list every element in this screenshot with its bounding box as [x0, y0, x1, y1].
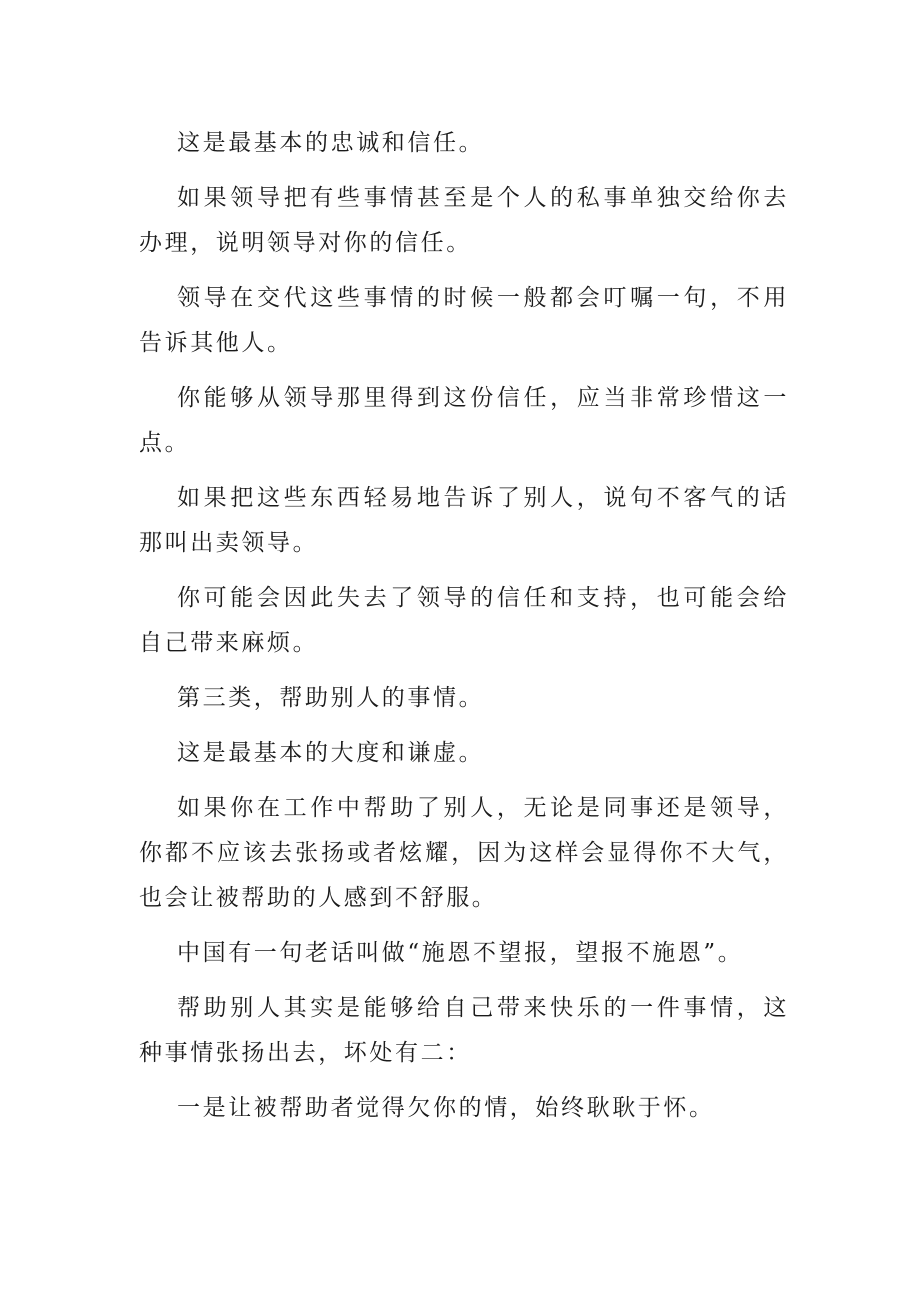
paragraph-12: 一是让被帮助者觉得欠你的情，始终耿耿于怀。	[177, 1095, 715, 1121]
paragraph-10: 中国有一句老话叫做“施恩不望报，望报不施恩”。	[177, 940, 744, 966]
paragraph-3: 领导在交代这些事情的时候一般都会叮嘱一句，不用告诉其他人。	[139, 285, 789, 356]
paragraph-8: 这是最基本的大度和谦虚。	[177, 740, 485, 766]
paragraph-4: 你能够从领导那里得到这份信任，应当非常珍惜这一点。	[139, 385, 789, 456]
paragraph-1: 这是最基本的忠诚和信任。	[177, 130, 485, 156]
paragraph-11: 帮助别人其实是能够给自己带来快乐的一件事情，这种事情张扬出去，坏处有二：	[139, 995, 789, 1066]
paragraph-7: 第三类，帮助别人的事情。	[177, 685, 485, 711]
paragraph-2: 如果领导把有些事情甚至是个人的私事单独交给你去办理，说明领导对你的信任。	[139, 185, 789, 256]
paragraph-9: 如果你在工作中帮助了别人，无论是同事还是领导，你都不应该去张扬或者炫耀，因为这样会显得你不大气，也会让被帮助的人感到不舒服。	[139, 795, 789, 911]
document-body	[139, 121, 789, 1131]
paragraph-5: 如果把这些东西轻易地告诉了别人，说句不客气的话那叫出卖领导。	[139, 485, 789, 556]
paragraph-6: 你可能会因此失去了领导的信任和支持，也可能会给自己带来麻烦。	[139, 585, 789, 656]
